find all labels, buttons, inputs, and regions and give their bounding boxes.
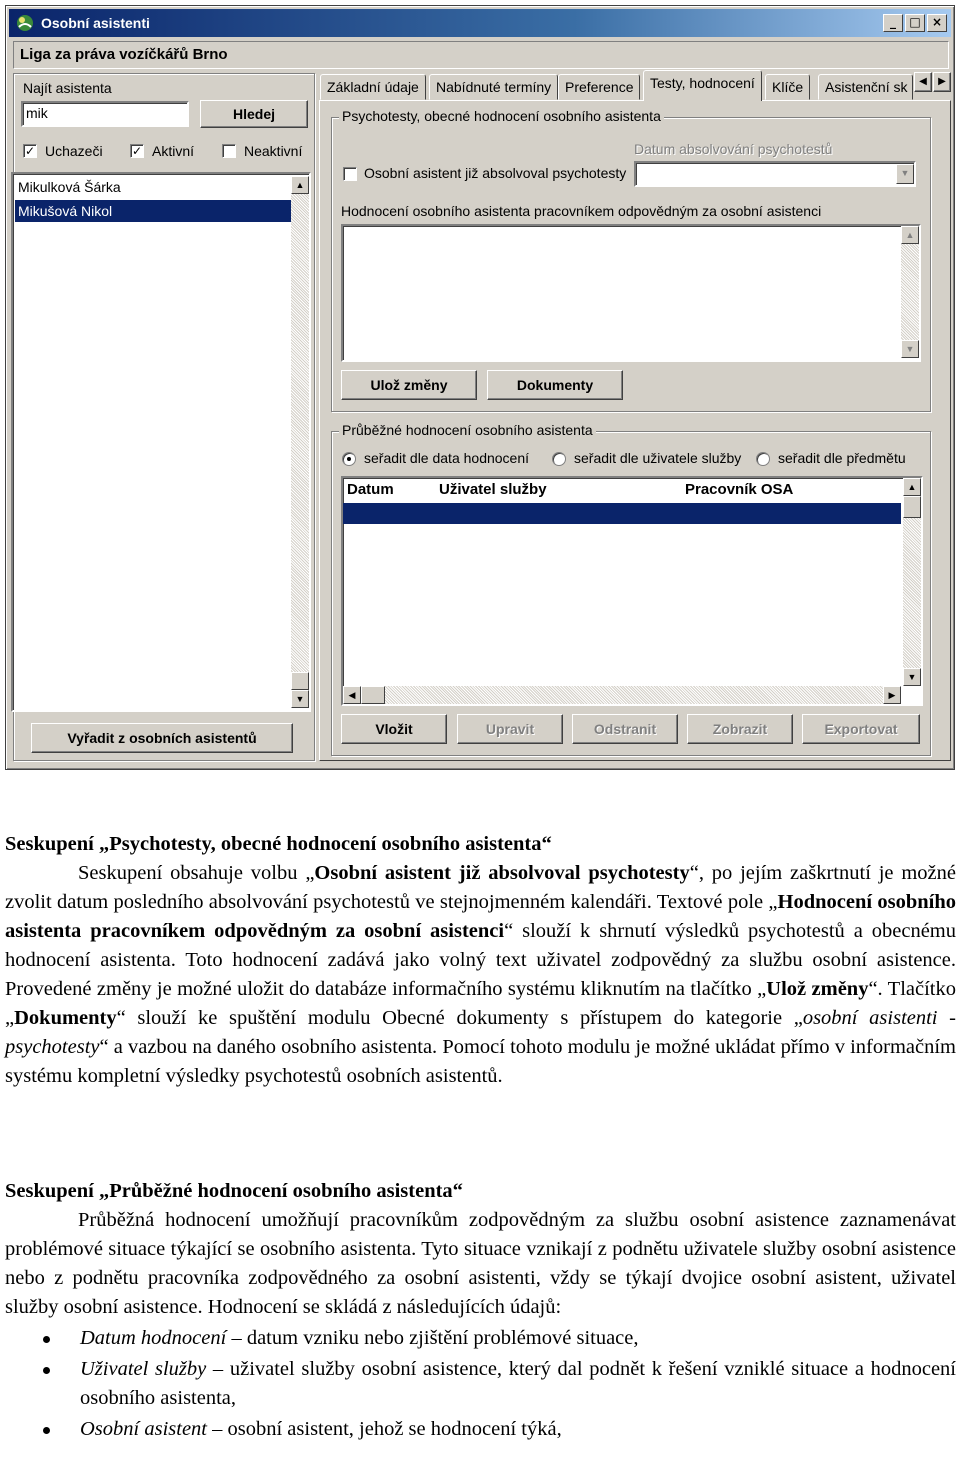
evaluation-table[interactable] <box>341 476 923 706</box>
column-service-user[interactable]: Uživatel služby <box>439 481 547 498</box>
section-heading: Seskupení „Psychotesty, obecné hodnocení osobního asistenta“ <box>5 833 552 855</box>
evaluation-scrollbar[interactable] <box>901 226 919 358</box>
assistant-list-scrollbar[interactable] <box>291 176 309 708</box>
scroll-up-icon[interactable]: ▲ <box>901 226 919 244</box>
search-input[interactable] <box>21 101 189 127</box>
filter-inactive-checkbox[interactable] <box>222 144 236 158</box>
list-item[interactable]: Mikulková Šárka <box>18 179 121 195</box>
view-button[interactable]: Zobrazit <box>687 714 793 744</box>
table-horizontal-scrollbar[interactable] <box>343 686 901 704</box>
section-heading: Seskupení „Průběžné hodnocení osobního asistenta“ <box>5 1180 463 1202</box>
scroll-up-icon[interactable]: ▲ <box>291 176 309 194</box>
sort-by-date-label: seřadit dle data hodnocení <box>364 450 530 466</box>
filter-applicants-label: Uchazeči <box>45 143 103 159</box>
filter-applicants-checkbox[interactable]: ✓ <box>24 144 36 158</box>
section-paragraph: Seskupení obsahuje volbu „Osobní asistent již absolvoval psychotesty“, po jejím zaškrtnutí je možné zvolit datum posledního absolvování psychotestů ve stejnojmenném kalendáři. Textové pole „Hodnocení osobního asistenta pracovníkem odpovědným za osobní asistenci“ slouží k shrnutí výsledků psychotestů a obecnému hodnocení asistenta. Toto hodnocení zadává jako volný text uživatel zodpovědný za službu osobní asistence. Provedené změny je možné uložit do databáze informačního systému kliknutím na tlačítko „Ulož změny“. Tlačítko „Dokumenty“ slouží ke spuštění modulu Obecné dokumenty s přístupem do kategorie „osobní asistenti - psychotesty“ a vazbou na daného osobního asistenta. Pomocí tohoto modulu je možné ukládat přímo v informačním systému kompletní výsledky psychotestů osobních asistentů. <box>5 862 956 1087</box>
remove-assistant-button[interactable]: Vyřadit z osobních asistentů <box>31 723 293 753</box>
find-assistant-label: Najít asistenta <box>23 80 112 96</box>
title-bar[interactable] <box>9 9 951 37</box>
sort-by-subject-label: seřadit dle předmětu <box>778 450 906 466</box>
app-window <box>5 5 955 770</box>
tab-preferences[interactable]: Preference <box>558 74 640 100</box>
filter-active-checkbox[interactable]: ✓ <box>131 144 143 158</box>
evaluation-label: Hodnocení osobního asistenta pracovníkem odpovědným za osobní asistenci <box>341 203 822 219</box>
table-row-selected[interactable] <box>343 503 901 524</box>
psychotests-completed-checkbox[interactable] <box>343 167 357 181</box>
evaluation-textarea[interactable] <box>341 224 921 362</box>
app-icon <box>15 13 35 33</box>
scroll-thumb[interactable] <box>903 496 921 518</box>
filter-active-label: Aktivní <box>152 143 195 159</box>
tab-keys[interactable]: Klíče <box>765 74 810 100</box>
tab-scroll-right-icon[interactable]: ▶ <box>933 72 951 92</box>
tab-assistance-groups[interactable]: Asistenční sk <box>818 74 913 100</box>
scroll-thumb[interactable] <box>361 686 385 704</box>
edit-button[interactable]: Upravit <box>457 714 563 744</box>
date-dropdown-icon[interactable]: ▼ <box>896 164 914 184</box>
column-date[interactable]: Datum <box>347 481 394 498</box>
tab-scroll-left-icon[interactable]: ◀ <box>914 72 932 92</box>
minimize-button[interactable]: _ <box>883 14 903 32</box>
list-item-selected[interactable]: Mikušová Nikol <box>15 200 291 222</box>
scroll-left-icon[interactable]: ◀ <box>343 686 361 704</box>
tab-tests-evaluation[interactable]: Testy, hodnocení <box>643 70 762 101</box>
psychotest-date-picker[interactable] <box>634 161 916 187</box>
search-button[interactable]: Hledej <box>200 100 308 128</box>
scroll-down-icon[interactable]: ▼ <box>291 690 309 708</box>
scroll-up-icon[interactable]: ▲ <box>903 478 921 496</box>
scroll-down-icon[interactable]: ▼ <box>903 668 921 686</box>
close-button[interactable]: × <box>927 14 947 32</box>
list-item: Osobní asistent – osobní asistent, jehož se hodnocení týká, <box>5 1415 956 1444</box>
assistant-list[interactable] <box>11 172 311 712</box>
tab-offered-dates[interactable]: Nabídnuté termíny <box>429 74 558 100</box>
table-vertical-scrollbar[interactable] <box>903 478 921 686</box>
table-header <box>343 478 901 502</box>
section-paragraph: Průběžná hodnocení umožňují pracovníkům zodpovědným za službu osobní asistence zaznamenávat problémové situace týkající se osobního asistenta. Tyto situace vznikají z podnětu uživatele služby osobní asistence nebo z podnětu pracovníka zodpovědného za osobní asistenti, vždy se týkají dvojice osobní asistent, uživatel služby osobní asistence. Hodnocení se skládá z následujících údajů: <box>5 1209 956 1318</box>
delete-button[interactable]: Odstranit <box>572 714 678 744</box>
sort-by-user-label: seřadit dle uživatele služby <box>574 450 742 466</box>
save-changes-button[interactable]: Ulož změny <box>341 370 477 400</box>
window-title: Osobní asistenti <box>41 15 150 31</box>
list-item: Uživatel služby – uživatel služby osobní asistence, který dal podnět k řešení vzniklé situace a hodnocení osobního asistenta, <box>5 1355 956 1413</box>
scroll-down-icon[interactable]: ▼ <box>901 340 919 358</box>
search-input-value: mik <box>26 105 48 121</box>
document-section-ongoing <box>5 1177 956 1444</box>
tab-basic-info[interactable]: Základní údaje <box>320 74 426 100</box>
list-item: Datum hodnocení – datum vzniku nebo zjištění problémové situace, <box>5 1324 956 1353</box>
export-button[interactable]: Exportovat <box>802 714 920 744</box>
documents-button[interactable]: Dokumenty <box>487 370 623 400</box>
maximize-button[interactable]: □ <box>905 14 925 32</box>
psychotests-completed-label: Osobní asistent již absolvoval psychotesty <box>364 165 627 181</box>
organization-name: Liga za práva vozíčkářů Brno <box>13 41 949 69</box>
sort-by-subject-radio[interactable] <box>756 452 770 466</box>
field-list <box>5 1324 956 1444</box>
psychotest-date-label: Datum absolvování psychotestů <box>634 141 833 157</box>
psychotests-group-title: Psychotesty, obecné hodnocení osobního asistenta <box>339 108 664 124</box>
ongoing-evaluation-group-title: Průběžné hodnocení osobního asistenta <box>339 422 596 438</box>
column-osa-worker[interactable]: Pracovník OSA <box>685 481 794 498</box>
scroll-right-icon[interactable]: ▶ <box>883 686 901 704</box>
filter-inactive-label: Neaktivní <box>244 143 303 159</box>
insert-button[interactable]: Vložit <box>341 714 447 744</box>
scroll-thumb[interactable] <box>291 672 309 690</box>
sort-by-date-radio[interactable] <box>342 452 356 466</box>
sort-by-user-radio[interactable] <box>552 452 566 466</box>
document-section-psychotests <box>5 830 956 1091</box>
